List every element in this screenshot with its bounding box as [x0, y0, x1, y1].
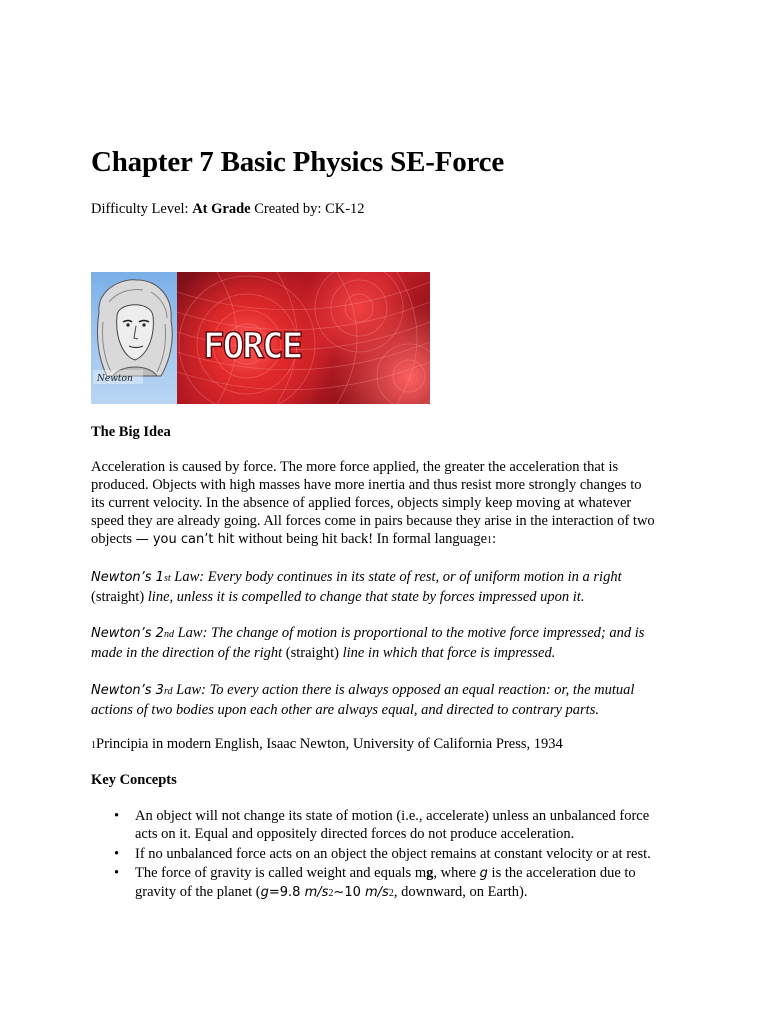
big-idea-line: objects — you can’t hit without being hit back! In formal language1: — [91, 531, 497, 547]
force-banner-image — [91, 272, 430, 404]
big-idea-line: produced. Objects with high masses have more inertia and thus resist more strongly changes to — [91, 477, 642, 493]
bullet-icon: • — [114, 845, 120, 862]
key-concepts-list — [91, 807, 691, 905]
footnote-number: 1 — [91, 740, 96, 751]
big-idea-line: speed they are already going. All forces come in pairs because they arise in the interaction of two — [91, 513, 655, 529]
list-item: • An object will not change its state of motion (i.e., accelerate) unless an unbalanced force acts on it. Equal and oppositely directed forces do not produce acceleration. — [114, 808, 650, 842]
key-concepts-heading: Key Concepts — [91, 772, 177, 788]
newton-third-law: Newton’s 3rd Law: To every action there is always opposed an equal reaction: or, the mutual actions of two bodies upon each other are always equal, and directed to contrary parts. — [91, 682, 635, 718]
footnote-ref: 1 — [487, 535, 492, 546]
newton-second-law: Newton’s 2nd Law: The change of motion is proportional to the motive force impressed; and is made in the direction of the right (straight) line in which that force is impressed. — [91, 625, 645, 661]
footnote-text: Principia in modern English, Isaac Newton, University of California Press, 1934 — [96, 736, 563, 752]
page-title: Chapter 7 Basic Physics SE-Force — [91, 146, 505, 178]
newton-first-law: Newton’s 1st Law: Every body continues in its state of rest, or of uniform motion in a right (straight) line, unless it is compelled to change that state by forces impressed upon it. — [91, 569, 622, 605]
newton-portrait — [91, 272, 177, 404]
big-idea-heading: The Big Idea — [91, 424, 171, 440]
bullet-icon: • — [114, 808, 120, 824]
footnote — [91, 736, 563, 753]
list-item: • The force of gravity is called weight and equals mg, where g is the acceleration due to gravity of the planet (g=9.8 m/s2~10 m/s2, downward, on Earth). — [114, 865, 636, 900]
force-word: FORCE — [203, 326, 302, 367]
big-idea-line: Acceleration is caused by force. The more force applied, the greater the acceleration that is — [91, 459, 619, 475]
document-meta — [91, 201, 365, 218]
list-item: • If no unbalanced force acts on an object the object remains at constant velocity or at rest. — [114, 845, 651, 862]
created-by: Created by: CK-12 — [250, 201, 365, 217]
newton-portrait-drawing — [91, 272, 177, 404]
force-grid-drawing — [177, 272, 430, 404]
bullet-icon: • — [114, 865, 120, 881]
difficulty-value: At Grade — [192, 201, 251, 217]
force-graphic — [177, 272, 430, 404]
big-idea-line: its current velocity. In the absence of applied forces, objects simply keep moving at whatever — [91, 495, 632, 511]
big-idea-paragraph — [91, 458, 683, 550]
difficulty-label: Difficulty Level: — [91, 201, 193, 217]
portrait-caption: Newton — [97, 374, 133, 384]
